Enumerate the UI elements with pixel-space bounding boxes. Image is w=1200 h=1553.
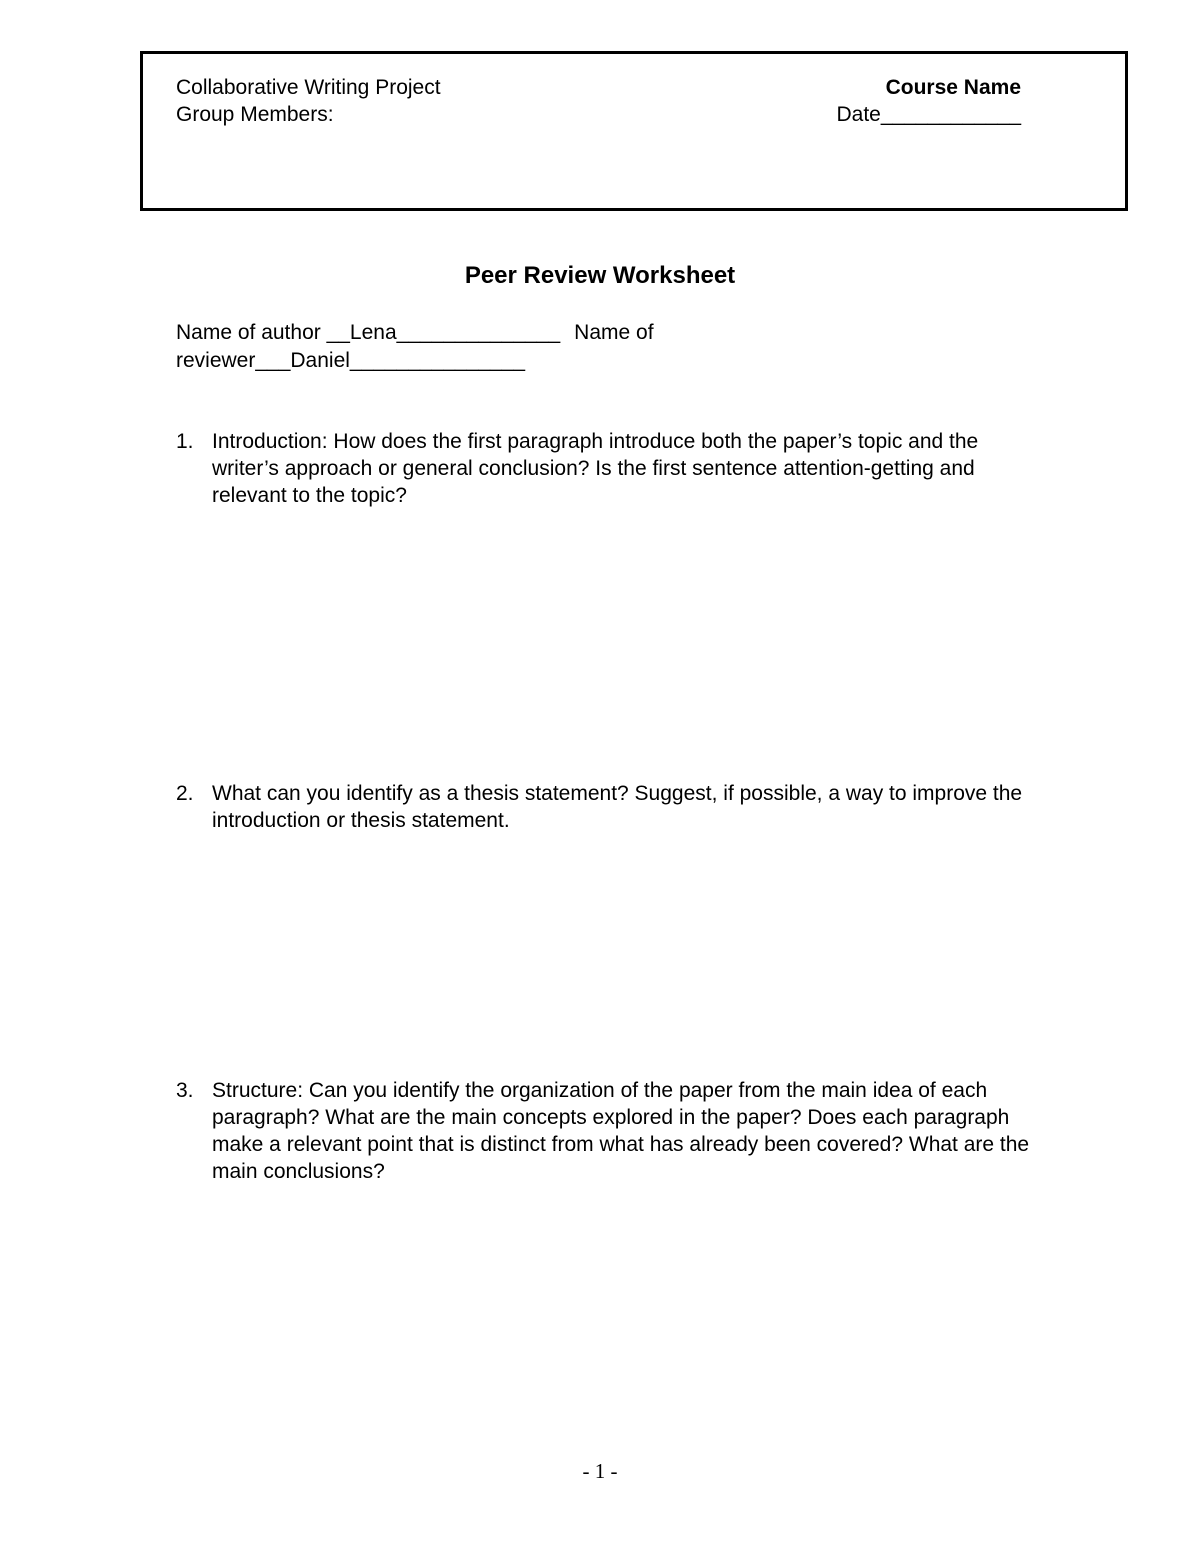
question-1 (176, 428, 1036, 509)
course-name: Course Name (885, 76, 1021, 99)
reviewer-line (176, 347, 525, 375)
date-label: Date____________ (836, 103, 1021, 126)
page-number: - 1 - (582, 1459, 618, 1483)
reviewer-name-field: reviewer___Daniel_______________ (176, 349, 526, 372)
worksheet-title: Peer Review Worksheet (464, 262, 736, 289)
question-3 (176, 1077, 1036, 1185)
group-members-label: Group Members: (176, 103, 334, 126)
header-box (140, 51, 1128, 211)
question-text: What can you identify as a thesis statement? Suggest, if possible, a way to improve the introduction or thesis statement. (212, 782, 1023, 832)
reviewer-label-start: Name of (574, 321, 654, 344)
question-text: Introduction: How does the first paragraph introduce both the paper’s topic and the writer’s approach or general conclusion? Is the first sentence attention-getting and relevant to the topic? (212, 430, 979, 507)
question-text: Structure: Can you identify the organization of the paper from the main idea of each paragraph? What are the main concepts explored in the paper? Does each paragraph make a relevant point that is distinct from what has already been covered? What are the main conclusions? (212, 1079, 1030, 1183)
question-number: 1. (176, 430, 194, 453)
question-2 (176, 780, 1036, 834)
question-number: 2. (176, 782, 194, 805)
project-title: Collaborative Writing Project (176, 76, 441, 99)
question-number: 3. (176, 1079, 194, 1102)
author-reviewer-line (176, 319, 654, 347)
author-name-field: Name of author __Lena______________ (176, 321, 561, 344)
